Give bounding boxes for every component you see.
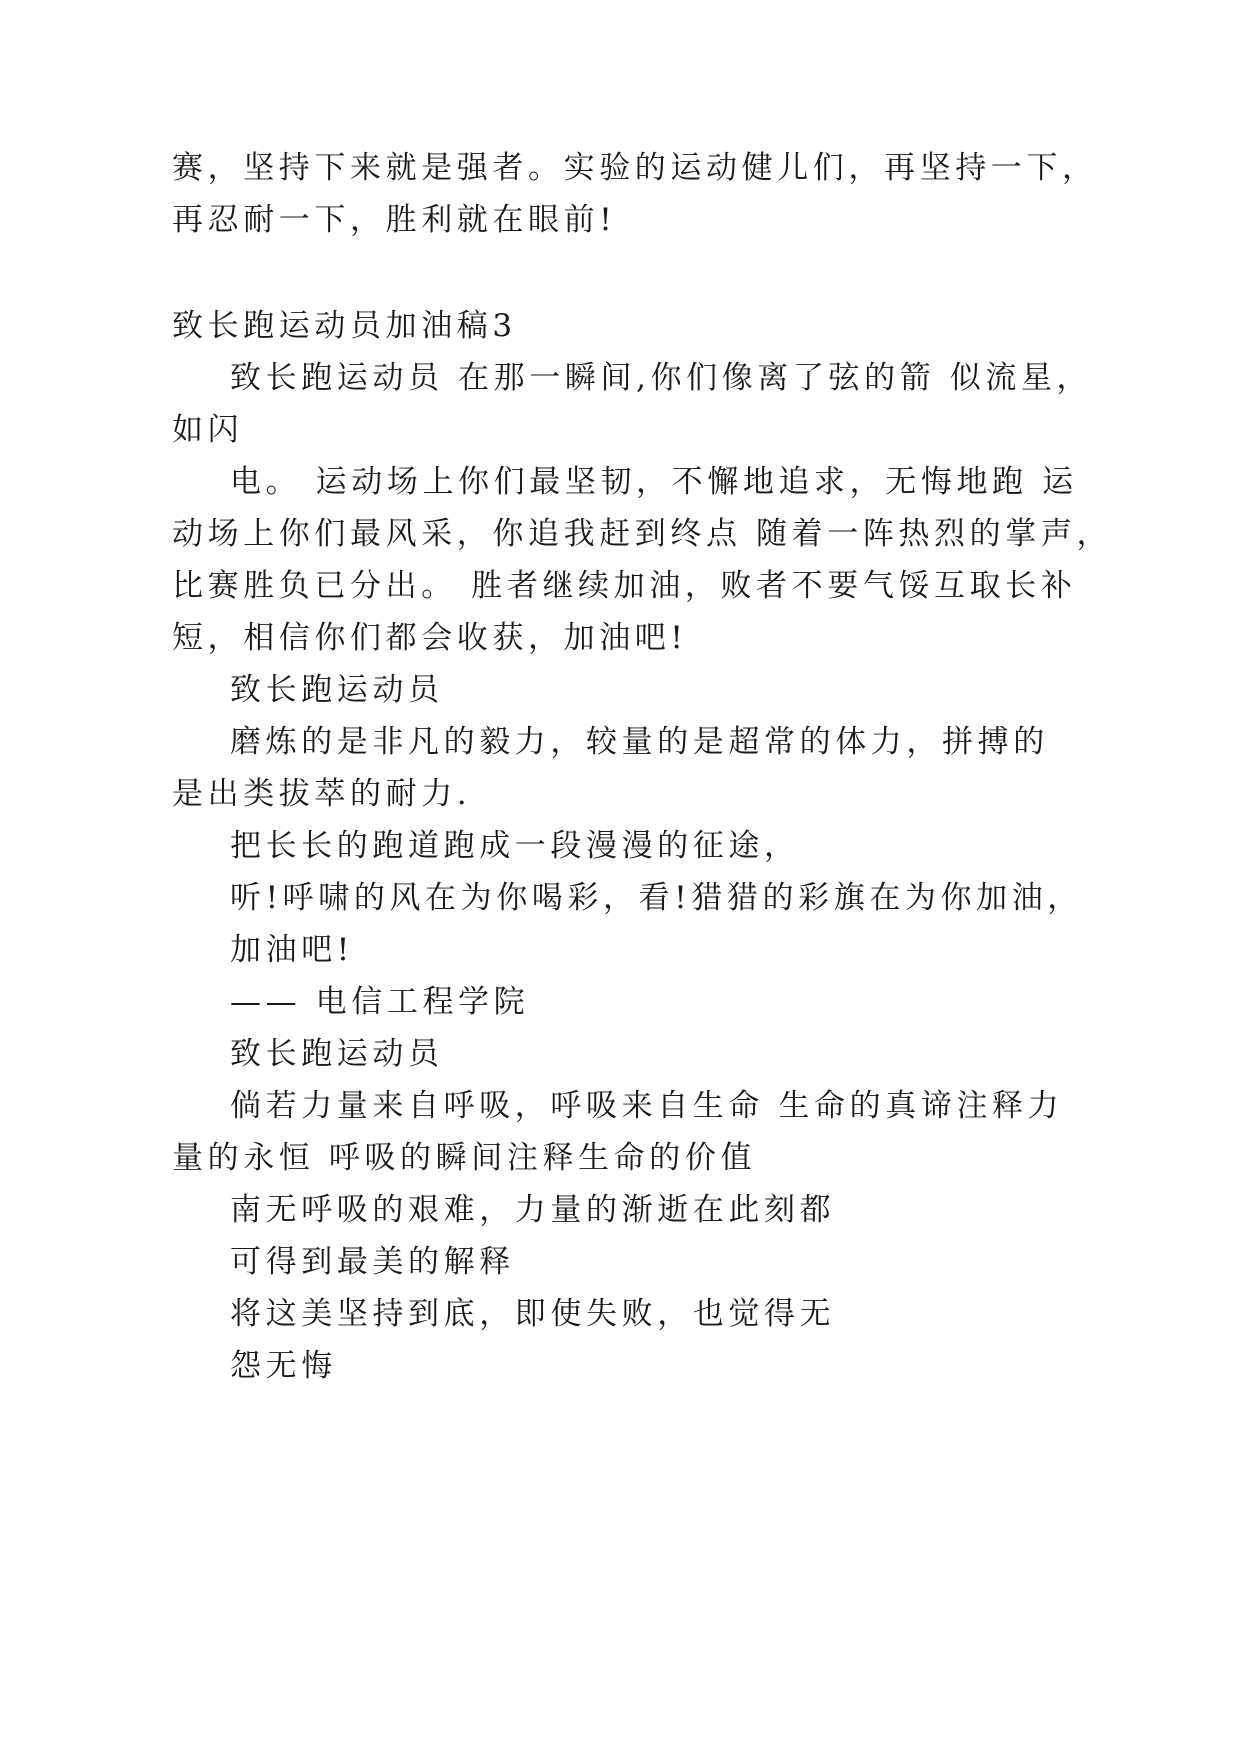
signature-line: —— 电信工程学院 [230,984,530,1020]
paragraph-line-15: 量的永恒 呼吸的瞬间注释生命的价值 [172,1140,757,1176]
paragraph-line-17: 可得到最美的解释 [230,1244,515,1280]
paragraph-line-9: 磨炼的是非凡的毅力，较量的是超常的体力，拼搏的 [230,724,1049,760]
paragraph-line-19: 怨无悔 [230,1348,337,1384]
paragraph-line-11: 把长长的跑道跑成一段漫漫的征途， [230,828,800,864]
subheading-2: 致长跑运动员 [230,1036,444,1072]
paragraph-line-14: 倘若力量来自呼吸，呼吸来自生命 生命的真谛注释力 [230,1088,1064,1124]
subheading-1: 致长跑运动员 [230,672,444,708]
paragraph-line-1: 赛，坚持下来就是强者。实验的运动健儿们，再坚持一下， [172,150,1098,186]
paragraph-line-2: 再忍耐一下，胜利就在眼前! [172,202,617,238]
paragraph-line-7: 比赛胜负已分出。 胜者继续加油，败者不要气馁互取长补 [172,568,1077,604]
paragraph-line-13: 加油吧! [230,932,354,968]
paragraph-line-18: 将这美坚持到底，即使失败，也觉得无 [230,1296,836,1332]
paragraph-line-3: 致长跑运动员 在那一瞬间,你们像离了弦的箭 似流星， [230,360,1093,396]
section-heading: 致长跑运动员加油稿3 [172,308,517,344]
paragraph-line-6: 动场上你们最风采，你追我赶到终点 随着一阵热烈的掌声， [172,516,1113,552]
paragraph-line-12: 听!呼啸的风在为你喝彩，看!猎猎的彩旗在为你加油， [230,880,1083,916]
paragraph-line-8: 短，相信你们都会收获，加油吧! [172,620,688,656]
paragraph-line-10: 是出类拔萃的耐力. [172,776,472,812]
paragraph-line-4: 如闪 [172,412,244,448]
paragraph-line-5: 电。 运动场上你们最坚韧，不懈地追求，无悔地跑 运 [230,464,1078,500]
paragraph-line-16: 南无呼吸的艰难，力量的渐逝在此刻都 [230,1192,836,1228]
